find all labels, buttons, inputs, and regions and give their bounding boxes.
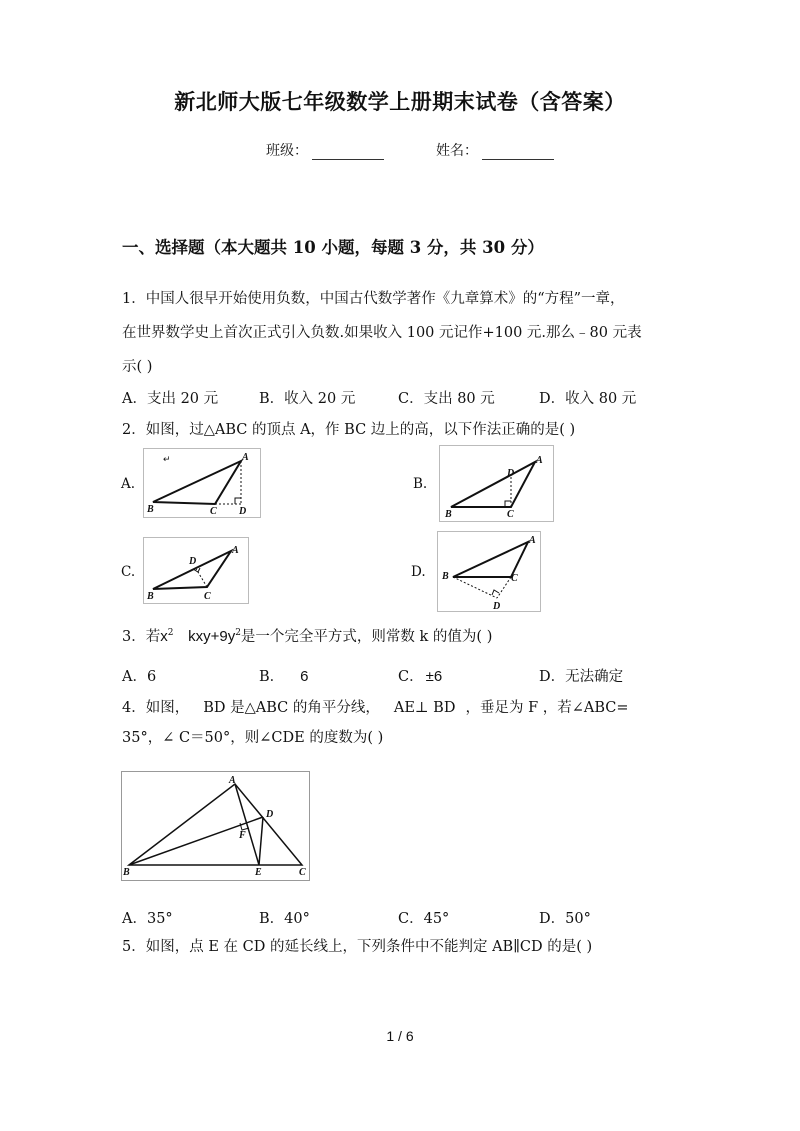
point-d: D [266, 809, 274, 820]
point-c: C [511, 573, 518, 584]
q3-option-c [398, 665, 442, 686]
point-d: D [493, 601, 501, 612]
point-c: C [204, 591, 211, 602]
q3-option-b [259, 665, 309, 686]
q1-line2: 在世界数学史上首次正式引入负数.如果收入 100 元记作+100 元.那么﹣80 元表 [122, 325, 642, 341]
q1-option-a: A．支出 20 元 [122, 391, 219, 407]
q3-exp2: 2 [235, 628, 241, 639]
point-d: D [507, 468, 515, 479]
q4-option-a: A．35° [122, 911, 173, 927]
q3-exp1: 2 [167, 628, 174, 639]
arrow-mark: ↵ [163, 454, 171, 464]
page-number: 1 / 6 [386, 1028, 414, 1044]
q3-x: x [160, 628, 168, 645]
q3-kxy: kxy [188, 628, 211, 645]
point-b: B [147, 504, 154, 515]
q3-prefix: 3．若 [122, 629, 161, 645]
name-field [436, 140, 554, 160]
point-a: A [232, 545, 239, 556]
name-blank [482, 144, 554, 160]
q2-figure-a [143, 448, 261, 518]
point-a: A [229, 775, 236, 786]
q4-figure [121, 771, 310, 881]
point-b: B [147, 591, 154, 602]
q4-line1-c: AE⊥ BD [393, 700, 456, 716]
q3-option-c-label: C． [398, 669, 424, 685]
q2-text: 2．如图，过△ABC 的顶点 A，作 BC 边上的高，以下作法正确的是( ) [122, 422, 576, 438]
q2-label-b: B. [413, 476, 428, 492]
point-d: D [239, 506, 247, 517]
q1-option-c: C．支出 80 元 [398, 391, 495, 407]
q4-option-c: C．45° [398, 911, 450, 927]
q1-option-d: D．收入 80 元 [539, 391, 637, 407]
q2-figure-b [439, 445, 554, 522]
q1-option-b: B．收入 20 元 [259, 391, 356, 407]
point-c: C [210, 506, 217, 517]
point-e: E [255, 867, 262, 878]
q2-label-c: C. [121, 564, 136, 580]
class-field [266, 140, 384, 160]
page-title: 新北师大版七年级数学上册期末试卷（含答案） [174, 89, 626, 114]
point-c: C [507, 509, 514, 520]
q3-y: y [227, 628, 236, 645]
q4-line1-d: ，垂足为 F ，若∠ABC= [465, 700, 629, 716]
q4-line2: 35°，∠ C＝50°，则∠CDE 的度数为( ) [122, 730, 384, 746]
name-label: 姓名： [436, 143, 478, 159]
q3-suffix: 是一个完全平方式，则常数 k 的值为( ) [240, 629, 493, 645]
q4-option-b: B．40° [259, 911, 310, 927]
q4-line1-a: 4．如图， [122, 700, 190, 716]
class-blank [312, 144, 384, 160]
section-heading: 一、选择题（本大题共 10 小题，每题 3 分，共 30 分） [122, 238, 544, 257]
q3-text [122, 625, 492, 646]
point-d: D [189, 556, 197, 567]
q4-option-d: D．50° [539, 911, 591, 927]
point-b: B [123, 867, 130, 878]
point-b: B [445, 509, 452, 520]
q3-option-d: D．无法确定 [539, 669, 624, 685]
q4-line1-b: BD 是△ABC 的角平分线， [203, 700, 380, 716]
q3-plus: + [210, 628, 220, 645]
q5-text: 5．如图，点 E 在 CD 的延长线上，下列条件中不能判定 AB∥CD 的是( ) [122, 939, 593, 955]
point-a: A [529, 535, 536, 546]
q2-label-a: A. [121, 476, 136, 492]
q1-line1: 1．中国人很早开始使用负数，中国古代数学著作《九章算术》的“方程”一章， [122, 291, 625, 307]
q3-option-b-label: B． [259, 669, 285, 685]
q1-line3: 示( ) [122, 359, 153, 375]
q3-nine: 9 [219, 628, 228, 645]
q2-label-d: D. [411, 564, 426, 580]
point-c: C [299, 867, 306, 878]
q2-figure-d [437, 531, 541, 612]
q2-figure-c [143, 537, 249, 604]
point-b: B [442, 571, 449, 582]
point-a: A [242, 452, 249, 463]
point-f: F [239, 830, 246, 841]
q3-option-a: A．6 [122, 669, 157, 685]
q3-option-b-value: 6 [300, 668, 309, 685]
point-a: A [536, 455, 543, 466]
class-label: 班级： [266, 143, 308, 159]
q4-line1 [122, 696, 629, 717]
q3-option-c-value: ±6 [425, 668, 443, 685]
